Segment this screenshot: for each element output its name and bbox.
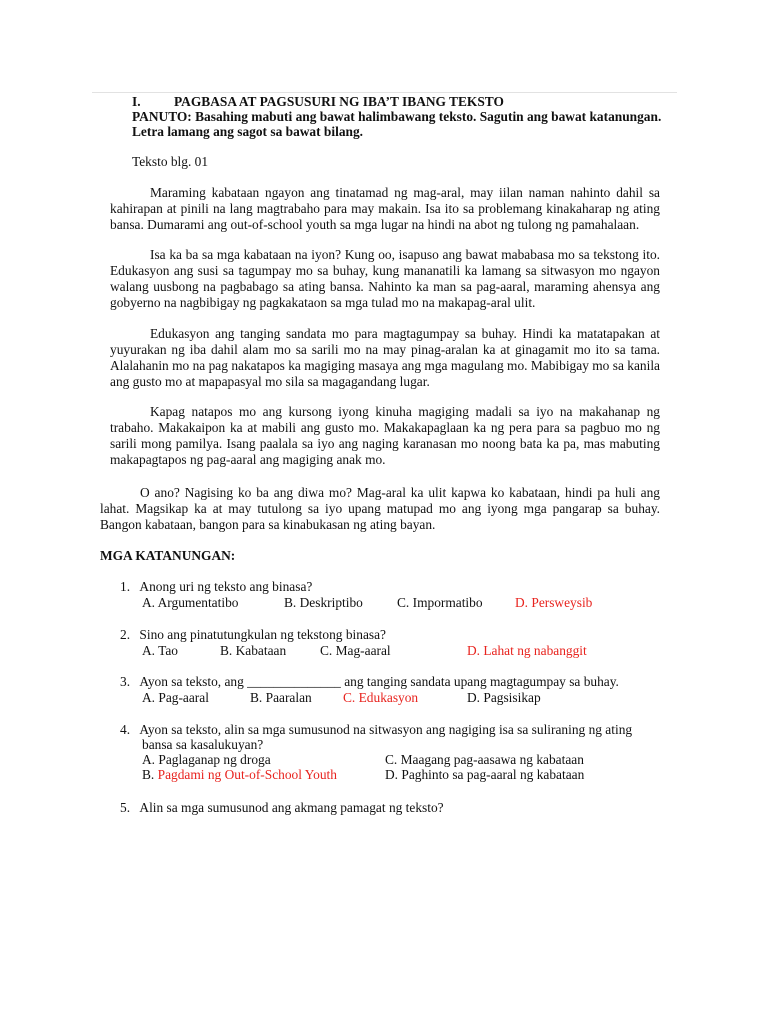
question-number: 4. <box>120 722 131 737</box>
paragraph-4: Kapag natapos mo ang kursong iyong kinuha magiging madali sa iyo na makahanap ng trabaho. Makakaipon ka at mabili ang gusto mo. Makakapaglaan ka ng pera para sa pagbuo mo ng sarili mong pamilya. Isang paalala sa iyo ang naging karanasan mo noong bata ka pa, mas mabuting makapagtapos ng pag-aaral ang magiging anak mo. <box>110 404 660 467</box>
q4-choice-a: A. Paglaganap ng droga <box>142 752 271 767</box>
q2-choice-d-answer: D. Lahat ng nabanggit <box>467 643 587 658</box>
question-text-line-1: Ayon sa teksto, alin sa mga sumusunod na sitwasyon ang nagiging isa sa suliraning ng ating <box>139 722 633 737</box>
paragraph-1: Maraming kabataan ngayon ang tinatamad ng mag-aral, may iilan naman nahinto dahil sa kahirapan at pinili na lang magtrabaho para may makain. Isa ito sa problemang kinakaharap ng ating bansa. Dumarami ang out-of-school youth sa mga lugar na hindi na abot ng tulong ng pamahalaan. <box>110 185 660 232</box>
question-number: 3. <box>120 674 131 689</box>
question-3 <box>120 674 619 690</box>
section-numeral: I. <box>132 94 141 109</box>
question-text: Ayon sa teksto, ang ______________ ang tanging sandata upang magtagumpay sa buhay. <box>139 674 619 689</box>
questions-heading: MGA KATANUNGAN: <box>100 548 236 563</box>
text-label: Teksto blg. 01 <box>132 154 209 169</box>
q2-choice-a: A. Tao <box>142 643 179 658</box>
instructions-line-2: Letra lamang ang sagot sa bawat bilang. <box>132 124 364 139</box>
question-text: Alin sa mga sumusunod ang akmang pamagat ng teksto? <box>139 800 444 815</box>
paragraph-2: Isa ka ba sa mga kabataan na iyon? Kung oo, isapuso ang bawat mababasa mo sa tekstong ito. Edukasyon ang susi sa tagumpay mo sa buhay, kung mananatili ka lamang sa sitwasyon mo ngayon walang uusbong na pagbabago sa ating bansa. Nahinto ka man sa pag-aaral, maraming ahensya ang gobyerno na nagbibigay ng pagkakataon sa mga tulad mo na makapag-aral ulit. <box>110 247 660 310</box>
paragraph-3: Edukasyon ang tanging sandata mo para magtagumpay sa buhay. Hindi ka matatapakan at yuyurakan ng iba dahil alam mo sa sarili mo na may pinag-aralan ka at ginagamit mo ito sa tama. Alalahanin mo na pag nakatapos ka magiging masaya ang mga magulang mo. Mabibigay mo sa kanila ang gusto mo at mapapasyal mo sila sa magagandang lugar. <box>110 326 660 389</box>
q4-choice-c: C. Maagang pag-aasawa ng kabataan <box>385 752 584 767</box>
choice-text: Pagdami ng Out-of-School Youth <box>157 767 337 782</box>
q4-choice-d: D. Paghinto sa pag-aaral ng kabataan <box>385 767 585 782</box>
question-number: 5. <box>120 800 131 815</box>
section-title: PAGBASA AT PAGSUSURI NG IBA’T IBANG TEKSTO <box>174 94 504 109</box>
question-text: Sino ang pinatutungkulan ng tekstong binasa? <box>139 627 386 642</box>
choice-letter: B. <box>142 767 158 782</box>
q2-choice-c: C. Mag-aaral <box>320 643 391 658</box>
paragraph-5: O ano? Nagising ko ba ang diwa mo? Mag-aral ka ulit kapwa ko kabataan, hindi pa huli ang lahat. Magsikap ka at may tutulong sa iyo upang matupad mo ang iyong mga pangarap sa buhay. Bangon kabataan, bangon para sa kinabukasan ng ating bayan. <box>100 485 660 532</box>
q4-choice-b-answer-text <box>142 767 337 783</box>
instructions-line-1: PANUTO: Basahing mabuti ang bawat halimbawang teksto. Sagutin ang bawat katanungan. <box>132 109 662 124</box>
q1-choice-a: A. Argumentatibo <box>142 595 239 610</box>
question-number: 1. <box>120 579 131 594</box>
q3-choice-b: B. Paaralan <box>250 690 312 705</box>
q3-choice-a: A. Pag-aaral <box>142 690 209 705</box>
q1-choice-d-answer: D. Persweysib <box>515 595 593 610</box>
q2-choice-b: B. Kabataan <box>220 643 287 658</box>
question-1 <box>120 579 312 595</box>
question-text-line-2: bansa sa kasalukuyan? <box>142 737 264 752</box>
question-4 <box>120 722 632 738</box>
top-divider <box>92 92 677 93</box>
q1-choice-b: B. Deskriptibo <box>284 595 363 610</box>
question-number: 2. <box>120 627 131 642</box>
question-text: Anong uri ng teksto ang binasa? <box>139 579 313 594</box>
question-5 <box>120 800 444 816</box>
q3-choice-c-answer: C. Edukasyon <box>343 690 419 705</box>
q1-choice-c: C. Impormatibo <box>397 595 483 610</box>
q3-choice-d: D. Pagsisikap <box>467 690 541 705</box>
question-2 <box>120 627 386 643</box>
